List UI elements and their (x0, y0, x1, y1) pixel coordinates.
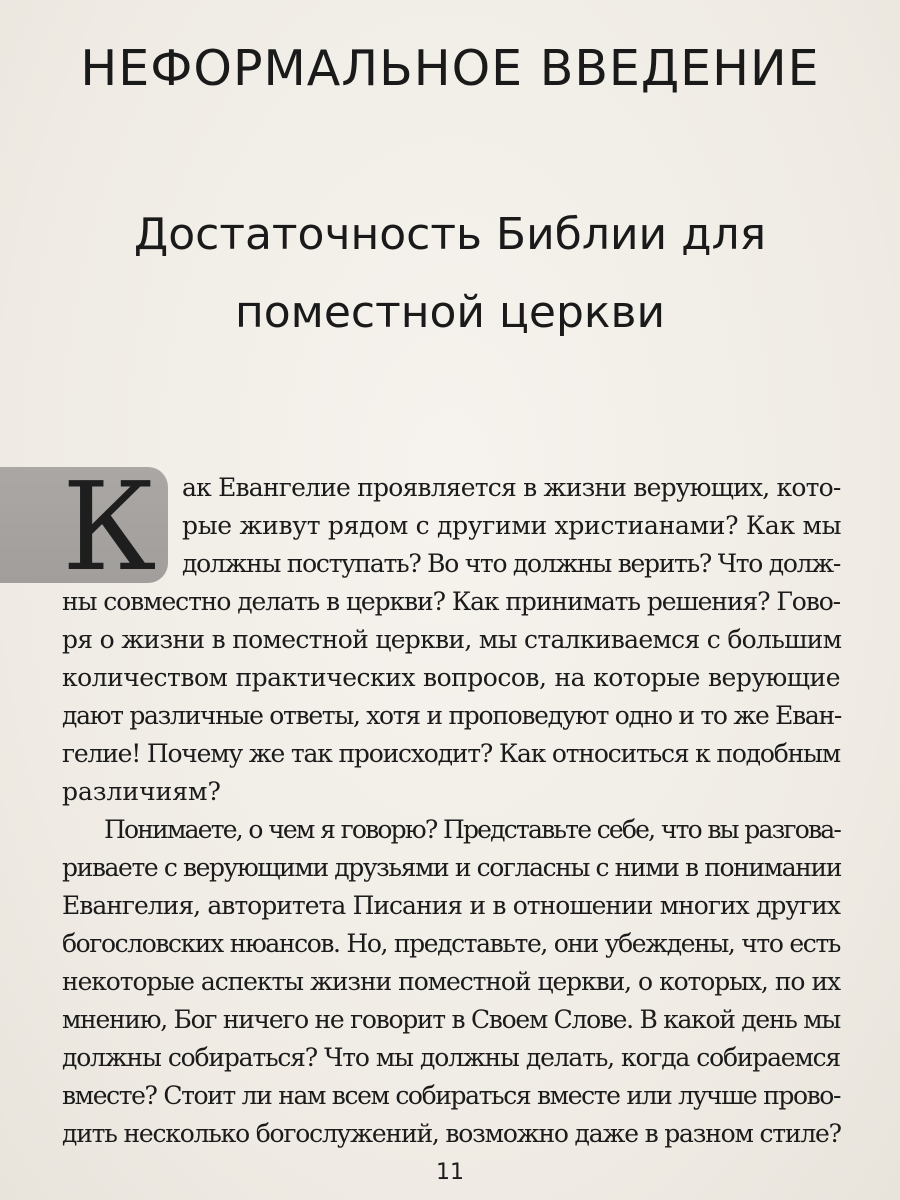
text-line: дают различные ответы, хотя и проповедуют одно и то же Еван- (62, 701, 842, 730)
chapter-title (0, 196, 900, 352)
page-number: 11 (436, 1160, 464, 1185)
text-line: количеством практических вопросов, на которые верующие (62, 663, 840, 692)
dropcap-letter: К (62, 456, 157, 598)
chapter-title-line-2: поместной церкви (234, 287, 666, 338)
text-line: мнению, Бог ничего не говорит в Своем Слове. В какой день мы (62, 1005, 840, 1034)
text-line: вместе? Стоит ли нам всем собираться вместе или лучше прово- (62, 1081, 840, 1110)
text-line: Понимаете, о чем я говорю? Представьте себе, что вы разгова- (104, 815, 840, 844)
text-line: Евангелия, авторитета Писания и в отношении многих других (62, 891, 840, 920)
text-line: ря о жизни в поместной церкви, мы сталкиваемся с большим (62, 625, 842, 654)
text-line: богословских нюансов. Но, представьте, они убеждены, что есть (62, 929, 840, 958)
chapter-title-line-1: Достаточность Библии для (133, 209, 767, 260)
text-line: риваете с верующими друзьями и согласны с ними в понимании (62, 853, 842, 882)
text-line: ны совместно делать в церкви? Как принимать решения? Гово- (62, 587, 840, 616)
text-line: должны поступать? Во что должны верить? Что долж- (182, 549, 840, 578)
text-line: некоторые аспекты жизни поместной церкви, о которых, по их (62, 967, 840, 996)
section-title: НЕФОРМАЛЬНОЕ ВВЕДЕНИЕ (80, 40, 820, 97)
text-line: ак Евангелие проявляется в жизни верующих, кото- (182, 473, 841, 502)
text-line: рые живут рядом с другими христианами? Как мы (182, 511, 842, 540)
text-line: гелие! Почему же так происходит? Как относиться к подобным (62, 739, 840, 768)
text-line: различиям? (62, 777, 221, 806)
text-line: должны собираться? Что мы должны делать, когда собираемся (62, 1043, 840, 1072)
text-line: дить несколько богослужений, возможно даже в разном стиле? (62, 1119, 841, 1148)
